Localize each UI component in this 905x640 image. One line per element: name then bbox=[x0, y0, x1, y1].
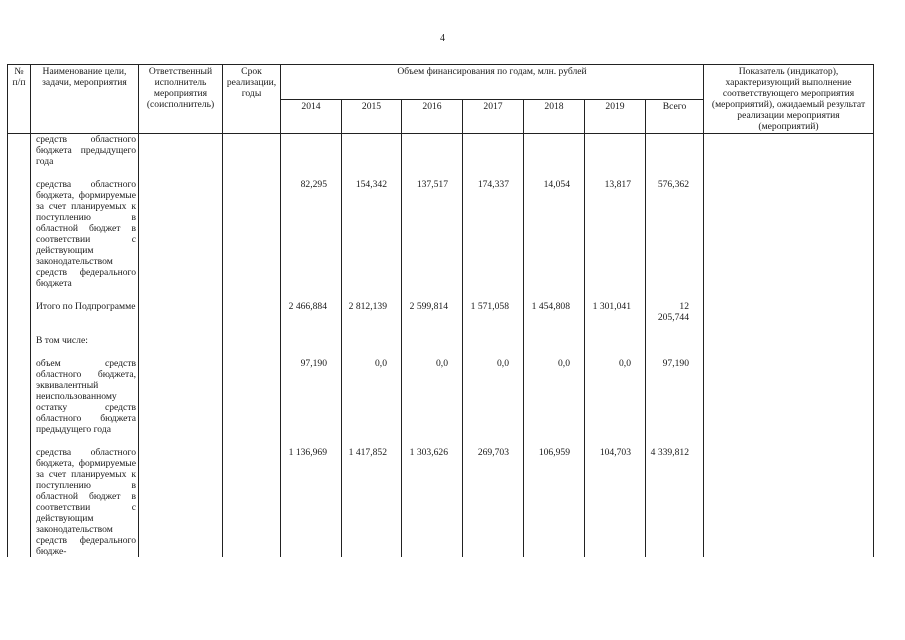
row-value: 106,959 bbox=[524, 447, 585, 557]
row-name: средств областного бюджета предыдущего года bbox=[31, 134, 139, 168]
row-value: 97,190 bbox=[281, 358, 342, 435]
row-total: 4 339,812 bbox=[646, 447, 704, 557]
row-name: Итого по Подпрограмме bbox=[31, 301, 139, 323]
row-value bbox=[342, 335, 402, 346]
row-value: 174,337 bbox=[463, 179, 524, 289]
row-value: 1 303,626 bbox=[402, 447, 463, 557]
header-year: 2017 bbox=[463, 99, 524, 134]
header-term: Срок реализации, годы bbox=[223, 65, 281, 134]
header-total: Всего bbox=[646, 99, 704, 134]
row-name: средства областного бюджета, формируемые за счет планируемых к поступлению в областной бюджет в соответствии с действующим законодательством средств федерального бюджета bbox=[31, 179, 139, 289]
row-value: 104,703 bbox=[585, 447, 646, 557]
row-value: 1 301,041 bbox=[585, 301, 646, 323]
row-value: 0,0 bbox=[524, 358, 585, 435]
table-row bbox=[8, 301, 874, 323]
row-value bbox=[402, 335, 463, 346]
header-year: 2016 bbox=[402, 99, 463, 134]
row-value: 1 454,808 bbox=[524, 301, 585, 323]
row-value: 1 571,058 bbox=[463, 301, 524, 323]
row-value: 269,703 bbox=[463, 447, 524, 557]
row-value: 1 417,852 bbox=[342, 447, 402, 557]
table-row bbox=[8, 134, 874, 168]
header-year: 2018 bbox=[524, 99, 585, 134]
row-value: 1 136,969 bbox=[281, 447, 342, 557]
row-value bbox=[281, 134, 342, 168]
page-number: 4 bbox=[440, 33, 445, 44]
header-responsible: Ответственный исполнитель мероприятия (соисполнитель) bbox=[139, 65, 223, 134]
row-value bbox=[342, 134, 402, 168]
header-name: Наименование цели, задачи, мероприятия bbox=[31, 65, 139, 134]
row-total bbox=[646, 335, 704, 346]
row-value: 2 599,814 bbox=[402, 301, 463, 323]
table-row bbox=[8, 358, 874, 435]
row-name: объем средств областного бюджета, эквивалентный неиспользованному остатку средств областного бюджета предыдущего года bbox=[31, 358, 139, 435]
row-value: 82,295 bbox=[281, 179, 342, 289]
row-value: 0,0 bbox=[463, 358, 524, 435]
table-row bbox=[8, 335, 874, 346]
row-value: 14,054 bbox=[524, 179, 585, 289]
row-value bbox=[524, 335, 585, 346]
row-value bbox=[585, 335, 646, 346]
header-year: 2015 bbox=[342, 99, 402, 134]
row-value: 13,817 bbox=[585, 179, 646, 289]
row-total bbox=[646, 134, 704, 168]
row-value bbox=[463, 335, 524, 346]
row-name: В том числе: bbox=[31, 335, 139, 346]
row-value: 137,517 bbox=[402, 179, 463, 289]
row-value bbox=[585, 134, 646, 168]
row-value bbox=[524, 134, 585, 168]
row-value: 154,342 bbox=[342, 179, 402, 289]
row-total: 97,190 bbox=[646, 358, 704, 435]
header-year: 2019 bbox=[585, 99, 646, 134]
header-num: № п/п bbox=[8, 65, 31, 134]
row-value: 0,0 bbox=[585, 358, 646, 435]
financing-table bbox=[7, 64, 874, 557]
row-value: 0,0 bbox=[402, 358, 463, 435]
row-value bbox=[463, 134, 524, 168]
header-year: 2014 bbox=[281, 99, 342, 134]
row-value: 2 812,139 bbox=[342, 301, 402, 323]
row-value bbox=[281, 335, 342, 346]
header-financing: Объем финансирования по годам, млн. рублей bbox=[281, 65, 704, 100]
table-row bbox=[8, 179, 874, 289]
row-total: 12 205,744 bbox=[646, 301, 704, 323]
row-value: 2 466,884 bbox=[281, 301, 342, 323]
row-name: средства областного бюджета, формируемые за счет планируемых к поступлению в областной бюджет в соответствии с действующим законодательством средств федерального бюдже- bbox=[31, 447, 139, 557]
table-row bbox=[8, 447, 874, 557]
row-total: 576,362 bbox=[646, 179, 704, 289]
row-value bbox=[402, 134, 463, 168]
header-indicator: Показатель (индикатор), характеризующий выполнение соответствующего мероприятия (мероприятий), ожидаемый результат реализации мероприятия (мероприятий) bbox=[704, 65, 874, 134]
row-value: 0,0 bbox=[342, 358, 402, 435]
